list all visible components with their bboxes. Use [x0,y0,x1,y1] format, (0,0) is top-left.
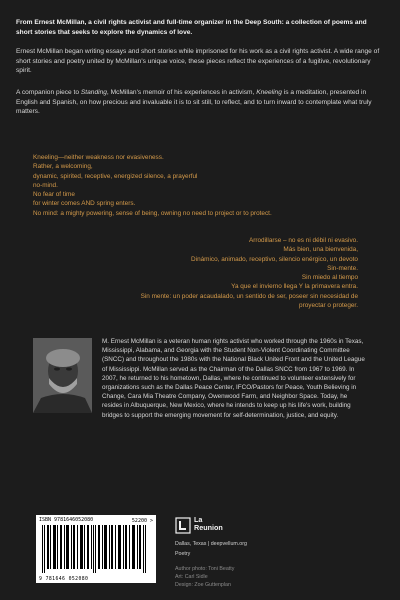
publisher-name-line: La [194,515,203,524]
blurb-paragraph-2: Ernest McMillan began writing essays and short stories while imprisoned for his work as a civil rights activist. A wide range of short stories and poetry united by McMillan's unique voice, these pieces reflect the experiences of a fugitive, revolutionary spirit. [16,48,380,75]
poem-english [33,153,373,218]
isbn-barcode [36,515,156,583]
isbn-digits: 9 781646 052080 [39,577,89,582]
poem-line: Sin mente: un poder acaudalado, un sentido de ser, poseer sin necesidad de [140,292,358,300]
poem-line: Dinámico, animado, receptivo, silencio enérgico, un devoto [191,255,358,263]
author-portrait-icon [33,338,92,413]
book-category: Poetry [175,551,191,557]
poem-line: dynamic, spirited, receptive, energized silence, a prayerful [33,172,198,180]
book-title-standing: Standing [80,89,107,96]
blurb-paragraph-3 [16,88,384,117]
price-code: 52200 > [131,518,153,524]
book-title-kneeling: Kneeling [256,89,282,96]
poem-line: Kneeling—neither weakness nor evasiveness. [33,154,164,161]
publisher-name [194,516,234,532]
blurb-text: , McMillan's memoir of his experiences in activism, [106,89,257,96]
poem-line: proyectar o proteger. [299,302,358,310]
publisher-name-line: Reunion [194,523,223,532]
credit-art: Art: Carl Sidle [175,574,208,580]
credit-photo: Author photo: Toni Beatty [175,566,235,572]
poem-line: Sin miedo al tiempo [301,274,358,282]
credit-design: Design: Zoe Guttenplan [175,582,231,588]
barcode-bars-icon [40,525,150,573]
blurb-lead: From Ernest McMillan, a civil rights activist and full-time organizer in the Deep South: a collection of poems and short stories that seeks to explore the dynamics of love. [16,19,367,36]
poem-line: for winter comes AND spring enters. [33,200,136,208]
poem-line: Más bien, una bienvenida, [283,246,358,254]
publisher-location: Dallas, Texas | deepvellum.org [175,541,247,547]
poem-line: Sin-mente. [327,264,358,272]
poem-line: Rather, a welcoming, [33,163,93,171]
poem-spanish [38,236,358,310]
poem-line: Arrodillarse – no es ni débil ni evasivo. [248,237,358,244]
la-reunion-logo-icon [175,517,191,534]
poem-line: No fear of time [33,191,75,199]
poem-line: no-mind. [33,181,58,189]
blurb-text: is a meditation, presented in English and Spanish, on how precious and invaluable it is to sit still, to reflect, and to turn inward to contemplate what truly matters. [16,89,372,116]
poem-line: Ya que el invierno llega Y la primavera entra. [231,283,358,291]
author-bio: M. Ernest McMillan is a veteran human rights activist who worked through the 1960s in Texas, Mississippi, Alabama, and Georgia with the Student Non-Violent Coordinating Committee (SNCC) and throughout the 1980s with the National Black United Front and the United League of Mississippi. McMillan served as the Chairman of the Dallas SNCC from 1967 to 1969. In 2007, he returned to his hometown, Dallas, where he continued to volunteer extensively for organizations such as the Dallas Peace Center, IFCO/Pastors for Peace, Youth Believing in Change, Cara Mia Theatre Company, Owenwood Farm, and Neighbor Space. Today, he resides in Albuquerque, New Mexico, where he intends to keep up his life's work, building bridges to support the emerging movement for self-determination, justice, and equity. [102,338,365,419]
blurb-text: A companion piece to [16,89,81,96]
isbn-label: ISBN 9781646052080 [39,517,94,523]
poem-line: No mind: a mighty powering, sense of being, owning no need to project or to protect. [33,209,272,217]
author-photo [33,338,92,413]
